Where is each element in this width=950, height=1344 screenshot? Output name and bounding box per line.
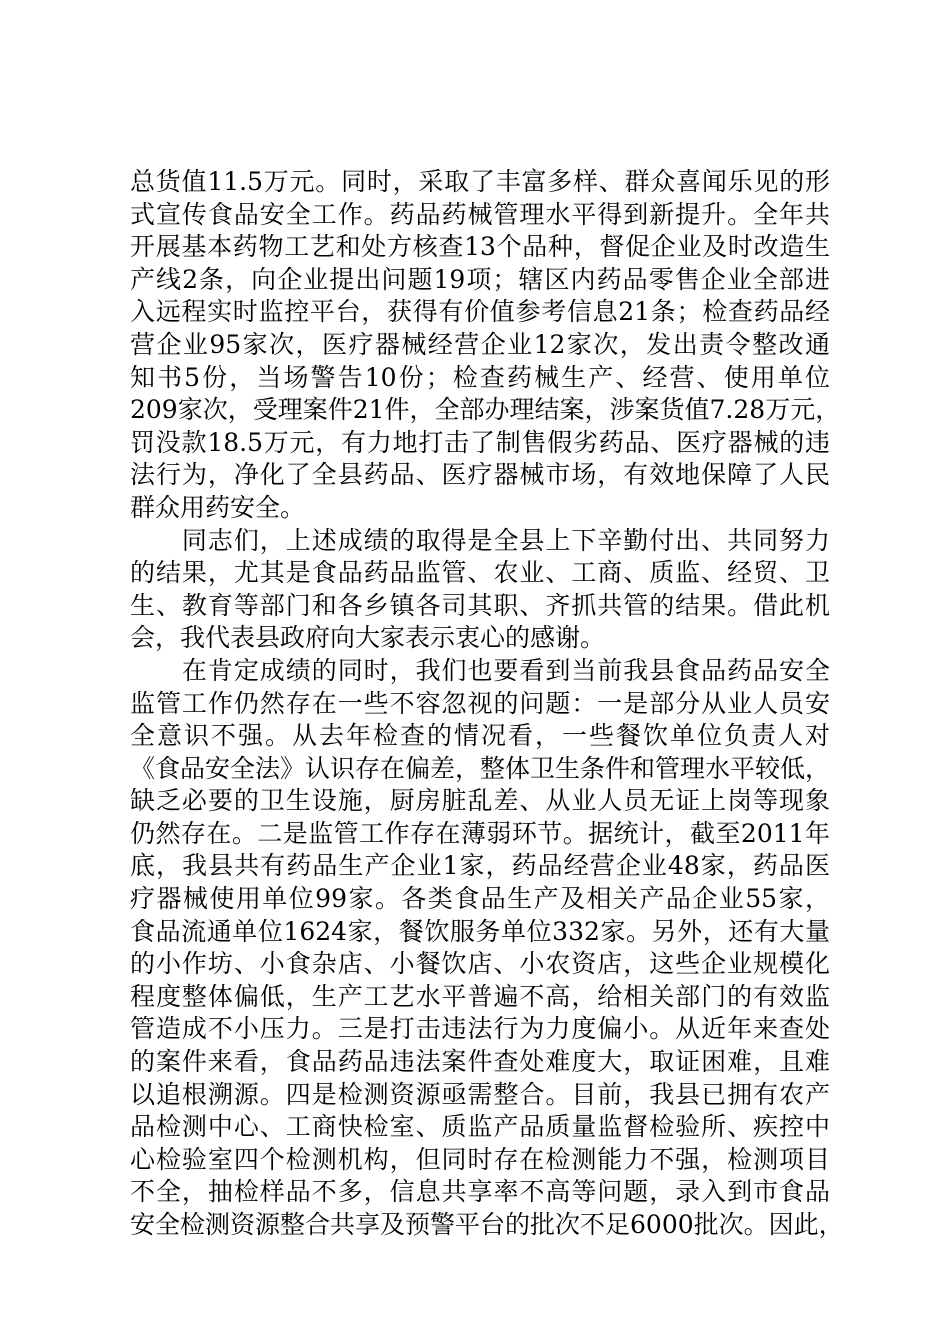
text-line: 底，我县共有药品生产企业1家，药品经营企业48家，药品医 bbox=[130, 851, 830, 881]
text-line: 以追根溯源。四是检测资源亟需整合。目前，我县已拥有农产 bbox=[130, 1079, 830, 1109]
text-line: 心检验室四个检测机构，但同时存在检测能力不强，检测项目 bbox=[130, 1144, 830, 1174]
text-line: 入远程实时监控平台，获得有价值参考信息21条；检查药品经 bbox=[130, 297, 830, 327]
text-line: 不全，抽检样品不多，信息共享率不高等问题，录入到市食品 bbox=[130, 1177, 830, 1207]
text-line: 食品流通单位1624家，餐饮服务单位332家。另外，还有大量 bbox=[130, 916, 830, 946]
text-line: 全意识不强。从去年检查的情况看，一些餐饮单位负责人对 bbox=[130, 721, 830, 751]
text-line: 式宣传食品安全工作。药品药械管理水平得到新提升。全年共 bbox=[130, 199, 830, 229]
text-line: 群众用药安全。 bbox=[130, 492, 306, 522]
text-line: 生、教育等部门和各乡镇各司其职、齐抓共管的结果。借此机 bbox=[130, 590, 830, 620]
text-line: 的案件来看，食品药品违法案件查处难度大，取证困难，且难 bbox=[130, 1047, 830, 1077]
text-line: 监管工作仍然存在一些不容忽视的问题：一是部分从业人员安 bbox=[130, 688, 830, 718]
text-line: 疗器械使用单位99家。各类食品生产及相关产品企业55家， bbox=[130, 884, 830, 914]
text-line: 罚没款18.5万元，有力地打击了制售假劣药品、医疗器械的违 bbox=[130, 427, 830, 457]
text-line: 安全检测资源整合共享及预警平台的批次不足6000批次。因此， bbox=[130, 1210, 844, 1239]
text-line: 仍然存在。二是监管工作存在薄弱环节。据统计，截至2011年 bbox=[130, 818, 830, 848]
text-line: 缺乏必要的卫生设施，厨房脏乱差、从业人员无证上岗等现象 bbox=[130, 786, 830, 816]
text-line: 法行为，净化了全县药品、医疗器械市场，有效地保障了人民 bbox=[130, 460, 830, 490]
text-line: 程度整体偏低，生产工艺水平普遍不高，给相关部门的有效监 bbox=[130, 981, 830, 1011]
text-line: 总货值11.5万元。同时，采取了丰富多样、群众喜闻乐见的形 bbox=[130, 167, 830, 196]
text-line: 产线2条，向企业提出问题19项；辖区内药品零售企业全部进 bbox=[130, 264, 830, 294]
text-line: 营企业95家次，医疗器械经营企业12家次，发出责令整改通 bbox=[130, 329, 830, 359]
text-line: 《食品安全法》认识存在偏差，整体卫生条件和管理水平较低， bbox=[130, 753, 831, 783]
text-line: 209家次，受理案件21件，全部办理结案，涉案货值7.28万元， bbox=[130, 395, 841, 425]
text-line: 同志们，上述成绩的取得是全县上下辛勤付出、共同努力 bbox=[130, 525, 830, 555]
body-text bbox=[130, 166, 844, 1242]
text-line: 会，我代表县政府向大家表示衷心的感谢。 bbox=[130, 623, 606, 653]
text-line: 开展基本药物工艺和处方核查13个品种，督促企业及时改造生 bbox=[130, 232, 830, 262]
text-line: 在肯定成绩的同时，我们也要看到当前我县食品药品安全 bbox=[130, 655, 830, 685]
text-line: 的结果，尤其是食品药品监管、农业、工商、质监、经贸、卫 bbox=[130, 558, 830, 588]
text-line: 的小作坊、小食杂店、小餐饮店、小农资店，这些企业规模化 bbox=[130, 949, 830, 979]
text-line: 管造成不小压力。三是打击违法行为力度偏小。从近年来查处 bbox=[130, 1014, 830, 1044]
text-line: 品检测中心、工商快检室、质监产品质量监督检验所、疾控中 bbox=[130, 1112, 830, 1142]
text-line: 知书5份，当场警告10份；检查药械生产、经营、使用单位 bbox=[130, 362, 830, 392]
